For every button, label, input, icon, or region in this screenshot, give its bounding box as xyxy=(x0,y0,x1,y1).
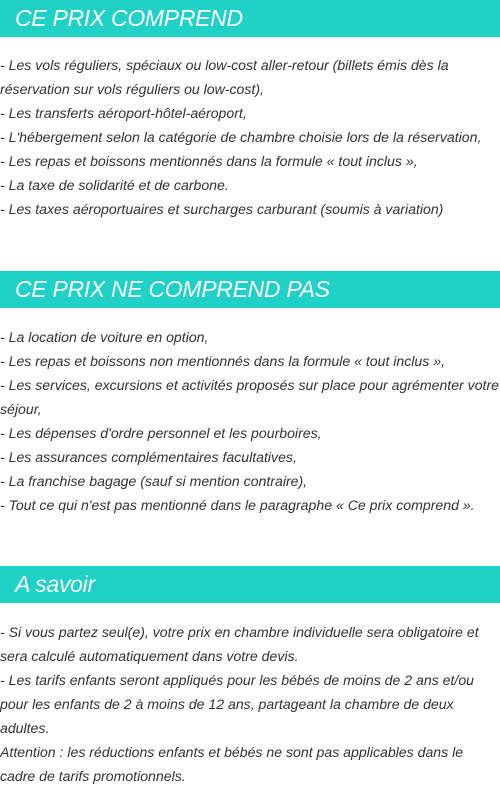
info-list xyxy=(0,620,500,788)
section-title: A savoir xyxy=(0,566,500,603)
list-item: - Tout ce qui n'est pas mentionné dans le paragraphe « Ce prix comprend ». xyxy=(0,497,475,513)
list-item: - L'hébergement selon la catégorie de chambre choisie lors de la réservation, xyxy=(0,129,482,145)
list-item: - Les services, excursions et activités proposés sur place pour agrémenter votre séjour, xyxy=(0,377,499,417)
list-item: - Si vous partez seul(e), votre prix en chambre individuelle sera obligatoire et sera calculé automatiquement dans votre devis. xyxy=(0,624,479,664)
list-item: - Les assurances complémentaires facultatives, xyxy=(0,449,297,465)
list-item: - Les dépenses d'ordre personnel et les pourboires, xyxy=(0,425,322,441)
section-good-to-know xyxy=(0,566,500,788)
list-item: - Les repas et boissons non mentionnés dans la formule « tout inclus », xyxy=(0,353,445,369)
list-item: - La franchise bagage (sauf si mention contraire), xyxy=(0,473,308,489)
list-item: - Les tarifs enfants seront appliqués pour les bébés de moins de 2 ans et/ou pour les enfants de 2 à moins de 12 ans, partageant la chambre de deux adultes. xyxy=(0,672,474,736)
list-item: - La taxe de solidarité et de carbone. xyxy=(0,177,229,193)
section-price-excludes xyxy=(0,271,500,517)
section-title: CE PRIX NE COMPREND PAS xyxy=(0,271,500,308)
list-item: - Les vols réguliers, spéciaux ou low-cost aller-retour (billets émis dès la réservation sur vols réguliers ou low-cost), xyxy=(0,57,449,97)
list-item: - La location de voiture en option, xyxy=(0,329,209,345)
list-item: - Les transferts aéroport-hôtel-aéroport, xyxy=(0,105,247,121)
section-price-includes xyxy=(0,0,500,221)
excluded-list xyxy=(0,325,500,517)
included-list xyxy=(0,53,500,221)
list-item: - Les repas et boissons mentionnés dans la formule « tout inclus », xyxy=(0,153,418,169)
list-item: Attention : les réductions enfants et bébés ne sont pas applicables dans le cadre de tarifs promotionnels. xyxy=(0,744,464,784)
section-title: CE PRIX COMPREND xyxy=(0,0,500,37)
list-item: - Les taxes aéroportuaires et surcharges carburant (soumis à variation) xyxy=(0,201,444,217)
